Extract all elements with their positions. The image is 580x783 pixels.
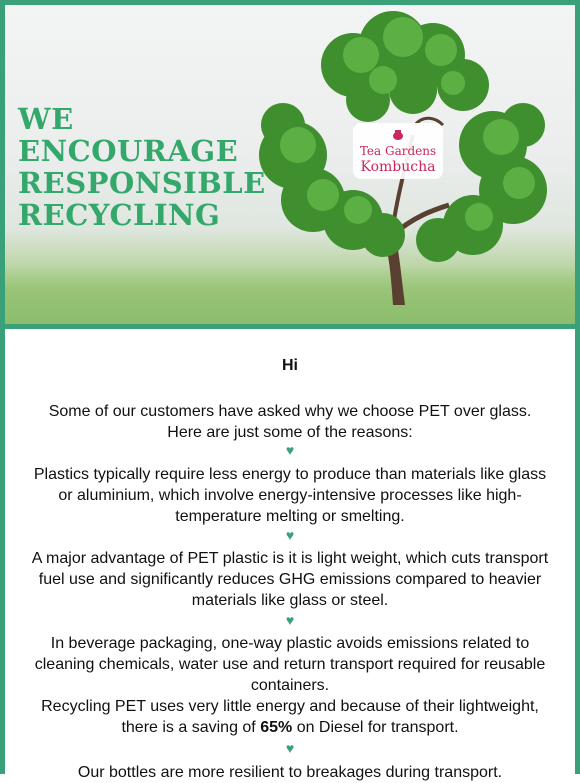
reason-line: Plastics typically require less energy to produce than materials like glass: [33, 466, 547, 483]
reason-line: Recycling PET uses very little energy and because of their lightweight,: [41, 698, 539, 715]
recycling-tree-illustration: [243, 5, 573, 324]
reason-paragraph-4: [25, 762, 555, 783]
greeting: Hi: [282, 357, 298, 374]
savings-percent: 65%: [260, 719, 293, 736]
hero-banner: [5, 5, 575, 324]
intro-line: Some of our customers have asked why we choose PET over glass.: [48, 403, 532, 420]
reason-paragraph-3: [25, 633, 555, 738]
reason-line-savings: there is a saving of 65% on Diesel for transport.: [121, 719, 459, 736]
logo-text-line1: Tea Gardens: [359, 144, 437, 158]
reason-line: containers.: [250, 677, 330, 694]
reason-line: Our bottles are more resilient to breakages during transport.: [77, 764, 503, 781]
intro-paragraph: [25, 401, 555, 443]
heart-icon: ♥: [285, 612, 295, 628]
reason-line: or aluminium, which involve energy-intensive processes like high-: [58, 487, 522, 504]
reason-paragraph-2: [25, 548, 555, 611]
headline-line-4: RECYCLING: [18, 198, 221, 232]
reason-line: In beverage packaging, one-way plastic avoids emissions related to: [50, 635, 530, 652]
logo-text-line2: Kombucha: [360, 159, 436, 175]
heart-icon: ♥: [285, 527, 295, 543]
headline-line-3: RESPONSIBLE: [18, 166, 266, 200]
reason-line: A major advantage of PET plastic is it is light weight, which cuts transport: [31, 550, 549, 567]
intro-line: Here are just some of the reasons:: [167, 424, 413, 441]
reason-line: fuel use and significantly reduces GHG emissions compared to heavier: [38, 571, 542, 588]
headline-line-2: ENCOURAGE: [18, 134, 239, 168]
reason-line: materials like glass or steel.: [191, 592, 389, 609]
reason-line: temperature melting or smelting.: [175, 508, 405, 525]
heart-icon: ♥: [285, 740, 295, 756]
reason-line: cleaning chemicals, water use and return transport required for reusable: [34, 656, 546, 673]
headline-line-1: WE: [18, 102, 74, 136]
reason-paragraph-1: [25, 464, 555, 527]
headline: [18, 103, 278, 231]
email-body: [5, 329, 575, 781]
heart-icon: ♥: [285, 442, 295, 458]
